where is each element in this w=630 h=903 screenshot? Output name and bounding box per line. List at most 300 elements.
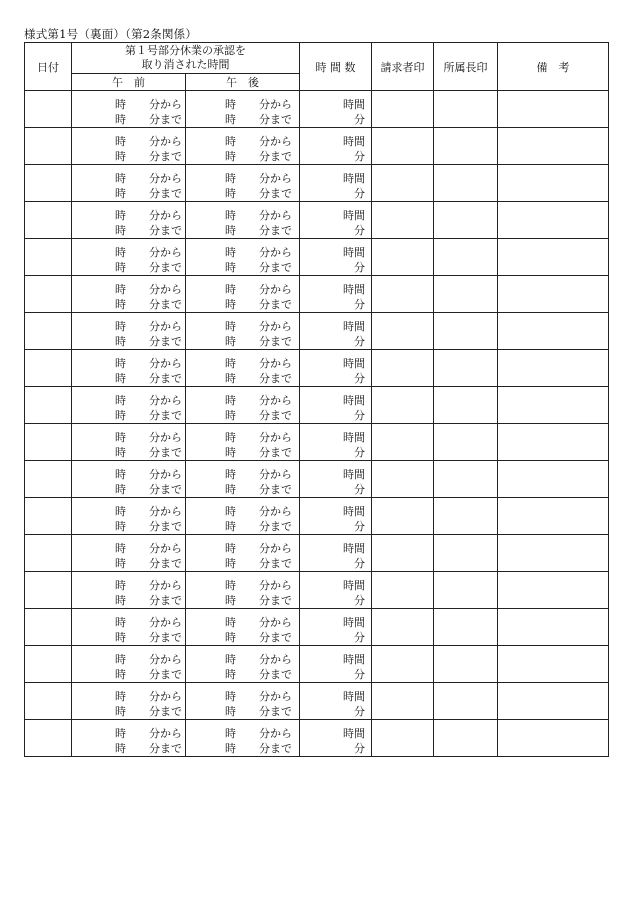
am-time-cell[interactable] [72, 128, 186, 165]
am-end-min-label: 分まで [149, 705, 182, 718]
remarks-cell[interactable] [498, 572, 609, 609]
pm-end-hour-label: 時 [225, 261, 236, 274]
minutes-unit-label: 分 [354, 594, 365, 607]
am-time-cell[interactable] [72, 91, 186, 128]
am-time-cell[interactable] [72, 535, 186, 572]
date-cell[interactable] [25, 276, 72, 313]
pm-time-cell[interactable] [186, 535, 300, 572]
form-row [25, 165, 609, 202]
pm-start-min-label: 分から [259, 394, 292, 407]
pm-start-hour-label: 時 [225, 394, 236, 407]
date-cell[interactable] [25, 609, 72, 646]
am-end-min-label: 分まで [149, 261, 182, 274]
am-time-cell[interactable] [72, 313, 186, 350]
form-row [25, 498, 609, 535]
hours-unit-label: 時間 [343, 653, 365, 666]
am-time-cell[interactable] [72, 498, 186, 535]
dept-head-seal-cell[interactable] [434, 683, 498, 720]
minutes-unit-label: 分 [354, 150, 365, 163]
pm-end-min-label: 分まで [259, 150, 292, 163]
pm-time-cell[interactable] [186, 128, 300, 165]
am-end-min-label: 分まで [149, 557, 182, 570]
pm-end-min-label: 分まで [259, 483, 292, 496]
am-start-hour-label: 時 [115, 172, 126, 185]
pm-end-hour-label: 時 [225, 298, 236, 311]
am-start-min-label: 分から [149, 690, 182, 703]
hours-unit-label: 時間 [343, 431, 365, 444]
am-end-min-label: 分まで [149, 113, 182, 126]
am-start-hour-label: 時 [115, 357, 126, 370]
am-time-cell[interactable] [72, 572, 186, 609]
form-row [25, 683, 609, 720]
remarks-cell[interactable] [498, 202, 609, 239]
am-time-cell[interactable] [72, 461, 186, 498]
requester-seal-cell[interactable] [372, 498, 434, 535]
am-end-hour-label: 時 [115, 409, 126, 422]
requester-seal-cell[interactable] [372, 128, 434, 165]
am-end-hour-label: 時 [115, 372, 126, 385]
requester-seal-cell[interactable] [372, 572, 434, 609]
hours-unit-label: 時間 [343, 320, 365, 333]
pm-end-min-label: 分まで [259, 520, 292, 533]
minutes-unit-label: 分 [354, 298, 365, 311]
am-time-cell[interactable] [72, 609, 186, 646]
am-end-hour-label: 時 [115, 187, 126, 200]
date-cell[interactable] [25, 91, 72, 128]
minutes-unit-label: 分 [354, 335, 365, 348]
am-start-hour-label: 時 [115, 690, 126, 703]
am-end-min-label: 分まで [149, 150, 182, 163]
pm-start-min-label: 分から [259, 542, 292, 555]
am-start-hour-label: 時 [115, 246, 126, 259]
am-end-min-label: 分まで [149, 298, 182, 311]
requester-seal-cell[interactable] [372, 720, 434, 757]
pm-start-hour-label: 時 [225, 135, 236, 148]
requester-seal-cell[interactable] [372, 91, 434, 128]
am-end-min-label: 分まで [149, 742, 182, 755]
am-time-cell[interactable] [72, 202, 186, 239]
date-header: 日付 [25, 43, 72, 91]
pm-time-cell[interactable] [186, 683, 300, 720]
hours-cell[interactable] [300, 128, 372, 165]
date-cell[interactable] [25, 683, 72, 720]
am-end-min-label: 分まで [149, 594, 182, 607]
pm-start-hour-label: 時 [225, 98, 236, 111]
remarks-cell[interactable] [498, 128, 609, 165]
remarks-cell[interactable] [498, 646, 609, 683]
am-end-hour-label: 時 [115, 631, 126, 644]
form-row [25, 202, 609, 239]
remarks-cell[interactable] [498, 720, 609, 757]
pm-time-cell[interactable] [186, 202, 300, 239]
pm-start-hour-label: 時 [225, 653, 236, 666]
pm-start-hour-label: 時 [225, 209, 236, 222]
hours-cell[interactable] [300, 646, 372, 683]
pm-time-cell[interactable] [186, 313, 300, 350]
am-start-hour-label: 時 [115, 431, 126, 444]
dept-head-seal-cell[interactable] [434, 350, 498, 387]
pm-end-hour-label: 時 [225, 742, 236, 755]
form-row [25, 91, 609, 128]
requester-seal-cell[interactable] [372, 535, 434, 572]
pm-end-min-label: 分まで [259, 335, 292, 348]
pm-time-cell[interactable] [186, 609, 300, 646]
pm-time-cell[interactable] [186, 165, 300, 202]
hours-unit-label: 時間 [343, 172, 365, 185]
dept-head-seal-cell[interactable] [434, 535, 498, 572]
hours-cell[interactable] [300, 498, 372, 535]
minutes-unit-label: 分 [354, 446, 365, 459]
am-time-cell[interactable] [72, 276, 186, 313]
pm-end-min-label: 分まで [259, 372, 292, 385]
am-end-hour-label: 時 [115, 446, 126, 459]
hours-unit-label: 時間 [343, 579, 365, 592]
hours-unit-label: 時間 [343, 394, 365, 407]
remarks-cell[interactable] [498, 350, 609, 387]
pm-start-min-label: 分から [259, 690, 292, 703]
am-start-min-label: 分から [149, 394, 182, 407]
date-cell[interactable] [25, 387, 72, 424]
minutes-unit-label: 分 [354, 113, 365, 126]
am-time-cell[interactable] [72, 683, 186, 720]
dept-head-seal-cell[interactable] [434, 128, 498, 165]
pm-end-hour-label: 時 [225, 187, 236, 200]
pm-header: 午 後 [186, 74, 300, 91]
am-end-hour-label: 時 [115, 520, 126, 533]
pm-start-min-label: 分から [259, 135, 292, 148]
remarks-cell[interactable] [498, 239, 609, 276]
am-start-hour-label: 時 [115, 616, 126, 629]
approval-title-line1: 第１号部分休業の承認を [125, 44, 246, 57]
form-row [25, 387, 609, 424]
pm-end-min-label: 分まで [259, 113, 292, 126]
pm-end-min-label: 分まで [259, 409, 292, 422]
am-end-hour-label: 時 [115, 742, 126, 755]
pm-start-hour-label: 時 [225, 505, 236, 518]
pm-end-hour-label: 時 [225, 668, 236, 681]
pm-end-hour-label: 時 [225, 446, 236, 459]
pm-time-cell[interactable] [186, 276, 300, 313]
am-end-min-label: 分まで [149, 668, 182, 681]
remarks-cell[interactable] [498, 683, 609, 720]
pm-end-min-label: 分まで [259, 557, 292, 570]
am-time-cell[interactable] [72, 646, 186, 683]
hours-unit-label: 時間 [343, 468, 365, 481]
dept-head-seal-cell[interactable] [434, 276, 498, 313]
minutes-unit-label: 分 [354, 261, 365, 274]
pm-start-min-label: 分から [259, 505, 292, 518]
am-start-min-label: 分から [149, 283, 182, 296]
hours-unit-label: 時間 [343, 98, 365, 111]
pm-end-hour-label: 時 [225, 224, 236, 237]
pm-end-min-label: 分まで [259, 187, 292, 200]
pm-start-hour-label: 時 [225, 283, 236, 296]
pm-time-cell[interactable] [186, 387, 300, 424]
date-cell[interactable] [25, 350, 72, 387]
requester-seal-cell[interactable] [372, 165, 434, 202]
date-cell[interactable] [25, 461, 72, 498]
hours-cell[interactable] [300, 683, 372, 720]
pm-end-hour-label: 時 [225, 705, 236, 718]
am-end-hour-label: 時 [115, 594, 126, 607]
am-start-hour-label: 時 [115, 283, 126, 296]
pm-start-min-label: 分から [259, 172, 292, 185]
minutes-unit-label: 分 [354, 668, 365, 681]
date-cell[interactable] [25, 165, 72, 202]
remarks-cell[interactable] [498, 609, 609, 646]
pm-start-hour-label: 時 [225, 246, 236, 259]
pm-end-hour-label: 時 [225, 631, 236, 644]
am-start-hour-label: 時 [115, 98, 126, 111]
hours-cell[interactable] [300, 572, 372, 609]
requester-seal-cell[interactable] [372, 461, 434, 498]
am-start-min-label: 分から [149, 616, 182, 629]
date-cell[interactable] [25, 239, 72, 276]
am-start-hour-label: 時 [115, 579, 126, 592]
form-rows [25, 91, 609, 757]
minutes-unit-label: 分 [354, 520, 365, 533]
dept-head-seal-cell[interactable] [434, 202, 498, 239]
date-cell[interactable] [25, 646, 72, 683]
hours-unit-label: 時間 [343, 505, 365, 518]
requester-seal-cell[interactable] [372, 313, 434, 350]
requester-seal-cell[interactable] [372, 424, 434, 461]
am-start-min-label: 分から [149, 727, 182, 740]
pm-end-min-label: 分まで [259, 298, 292, 311]
am-end-hour-label: 時 [115, 705, 126, 718]
form-row [25, 128, 609, 165]
pm-end-hour-label: 時 [225, 150, 236, 163]
hours-cell[interactable] [300, 461, 372, 498]
date-cell[interactable] [25, 128, 72, 165]
pm-start-hour-label: 時 [225, 542, 236, 555]
pm-time-cell[interactable] [186, 350, 300, 387]
hours-cell[interactable] [300, 165, 372, 202]
remarks-cell[interactable] [498, 424, 609, 461]
hours-cell[interactable] [300, 535, 372, 572]
date-cell[interactable] [25, 572, 72, 609]
hours-cell[interactable] [300, 424, 372, 461]
am-end-hour-label: 時 [115, 335, 126, 348]
hours-cell[interactable] [300, 202, 372, 239]
am-time-cell[interactable] [72, 424, 186, 461]
pm-end-hour-label: 時 [225, 113, 236, 126]
minutes-unit-label: 分 [354, 409, 365, 422]
minutes-unit-label: 分 [354, 224, 365, 237]
am-time-cell[interactable] [72, 720, 186, 757]
approval-title-line2: 取り消された時間 [141, 58, 230, 71]
pm-start-hour-label: 時 [225, 690, 236, 703]
dept-head-seal-cell[interactable] [434, 424, 498, 461]
requester-seal-cell[interactable] [372, 276, 434, 313]
minutes-unit-label: 分 [354, 372, 365, 385]
pm-end-min-label: 分まで [259, 261, 292, 274]
am-start-hour-label: 時 [115, 394, 126, 407]
hours-cell[interactable] [300, 720, 372, 757]
pm-start-hour-label: 時 [225, 320, 236, 333]
form-row [25, 572, 609, 609]
remarks-cell[interactable] [498, 387, 609, 424]
remarks-cell[interactable] [498, 498, 609, 535]
am-start-min-label: 分から [149, 98, 182, 111]
approval-cancel-header [72, 43, 300, 74]
pm-start-min-label: 分から [259, 209, 292, 222]
hours-cell[interactable] [300, 91, 372, 128]
pm-time-cell[interactable] [186, 646, 300, 683]
am-start-hour-label: 時 [115, 727, 126, 740]
pm-end-min-label: 分まで [259, 224, 292, 237]
pm-time-cell[interactable] [186, 424, 300, 461]
minutes-unit-label: 分 [354, 631, 365, 644]
pm-end-hour-label: 時 [225, 409, 236, 422]
pm-start-min-label: 分から [259, 727, 292, 740]
form-row [25, 313, 609, 350]
date-cell[interactable] [25, 535, 72, 572]
am-start-hour-label: 時 [115, 135, 126, 148]
remarks-cell[interactable] [498, 91, 609, 128]
pm-end-hour-label: 時 [225, 372, 236, 385]
dept-head-seal-cell[interactable] [434, 313, 498, 350]
pm-start-min-label: 分から [259, 320, 292, 333]
am-end-hour-label: 時 [115, 150, 126, 163]
form-row [25, 239, 609, 276]
date-cell[interactable] [25, 720, 72, 757]
am-start-min-label: 分から [149, 653, 182, 666]
dept-head-seal-cell[interactable] [434, 609, 498, 646]
am-start-hour-label: 時 [115, 505, 126, 518]
am-end-min-label: 分まで [149, 483, 182, 496]
dept-head-seal-cell[interactable] [434, 387, 498, 424]
am-end-hour-label: 時 [115, 224, 126, 237]
hours-cell[interactable] [300, 239, 372, 276]
pm-time-cell[interactable] [186, 720, 300, 757]
hours-unit-label: 時間 [343, 209, 365, 222]
remarks-header: 備 考 [498, 43, 609, 91]
dept-head-seal-cell[interactable] [434, 498, 498, 535]
requester-seal-cell[interactable] [372, 387, 434, 424]
pm-end-min-label: 分まで [259, 631, 292, 644]
pm-end-hour-label: 時 [225, 557, 236, 570]
hours-cell[interactable] [300, 350, 372, 387]
dept-head-seal-cell[interactable] [434, 91, 498, 128]
am-start-min-label: 分から [149, 468, 182, 481]
dept-head-seal-cell[interactable] [434, 572, 498, 609]
am-start-min-label: 分から [149, 246, 182, 259]
am-end-hour-label: 時 [115, 261, 126, 274]
hours-cell[interactable] [300, 313, 372, 350]
pm-start-min-label: 分から [259, 616, 292, 629]
dept-head-seal-cell[interactable] [434, 461, 498, 498]
am-end-min-label: 分まで [149, 520, 182, 533]
remarks-cell[interactable] [498, 276, 609, 313]
date-cell[interactable] [25, 313, 72, 350]
am-end-hour-label: 時 [115, 298, 126, 311]
am-start-hour-label: 時 [115, 542, 126, 555]
requester-seal-cell[interactable] [372, 646, 434, 683]
hours-header: 時 間 数 [300, 43, 372, 91]
date-cell[interactable] [25, 202, 72, 239]
hours-unit-label: 時間 [343, 357, 365, 370]
pm-start-min-label: 分から [259, 246, 292, 259]
am-time-cell[interactable] [72, 387, 186, 424]
pm-time-cell[interactable] [186, 498, 300, 535]
form-row [25, 350, 609, 387]
am-time-cell[interactable] [72, 239, 186, 276]
hours-unit-label: 時間 [343, 616, 365, 629]
am-start-min-label: 分から [149, 320, 182, 333]
pm-time-cell[interactable] [186, 461, 300, 498]
am-end-min-label: 分まで [149, 446, 182, 459]
remarks-cell[interactable] [498, 165, 609, 202]
hours-cell[interactable] [300, 609, 372, 646]
pm-end-hour-label: 時 [225, 483, 236, 496]
am-end-hour-label: 時 [115, 483, 126, 496]
dept-head-seal-cell[interactable] [434, 165, 498, 202]
dept-head-seal-cell[interactable] [434, 239, 498, 276]
minutes-unit-label: 分 [354, 187, 365, 200]
hours-unit-label: 時間 [343, 542, 365, 555]
hours-cell[interactable] [300, 276, 372, 313]
dept-head-seal-cell[interactable] [434, 720, 498, 757]
date-cell[interactable] [25, 424, 72, 461]
requester-seal-header: 請求者印 [372, 43, 434, 91]
requester-seal-cell[interactable] [372, 350, 434, 387]
hours-cell[interactable] [300, 387, 372, 424]
remarks-cell[interactable] [498, 535, 609, 572]
am-start-hour-label: 時 [115, 209, 126, 222]
am-time-cell[interactable] [72, 350, 186, 387]
remarks-cell[interactable] [498, 461, 609, 498]
am-time-cell[interactable] [72, 165, 186, 202]
form-row [25, 424, 609, 461]
pm-start-hour-label: 時 [225, 172, 236, 185]
requester-seal-cell[interactable] [372, 239, 434, 276]
am-end-hour-label: 時 [115, 113, 126, 126]
dept-head-seal-header: 所属長印 [434, 43, 498, 91]
am-start-min-label: 分から [149, 542, 182, 555]
hours-unit-label: 時間 [343, 727, 365, 740]
pm-start-hour-label: 時 [225, 727, 236, 740]
pm-time-cell[interactable] [186, 572, 300, 609]
am-end-hour-label: 時 [115, 557, 126, 570]
minutes-unit-label: 分 [354, 483, 365, 496]
pm-time-cell[interactable] [186, 239, 300, 276]
hours-unit-label: 時間 [343, 246, 365, 259]
date-cell[interactable] [25, 498, 72, 535]
requester-seal-cell[interactable] [372, 202, 434, 239]
minutes-unit-label: 分 [354, 742, 365, 755]
pm-end-min-label: 分まで [259, 668, 292, 681]
remarks-cell[interactable] [498, 313, 609, 350]
requester-seal-cell[interactable] [372, 683, 434, 720]
form-row [25, 609, 609, 646]
am-start-min-label: 分から [149, 579, 182, 592]
requester-seal-cell[interactable] [372, 609, 434, 646]
pm-time-cell[interactable] [186, 91, 300, 128]
form-row [25, 276, 609, 313]
pm-end-min-label: 分まで [259, 705, 292, 718]
am-header: 午 前 [72, 74, 186, 91]
hours-unit-label: 時間 [343, 690, 365, 703]
pm-start-min-label: 分から [259, 468, 292, 481]
dept-head-seal-cell[interactable] [434, 646, 498, 683]
am-start-hour-label: 時 [115, 320, 126, 333]
approval-cancellation-table [24, 42, 609, 757]
pm-end-min-label: 分まで [259, 446, 292, 459]
am-start-min-label: 分から [149, 135, 182, 148]
am-end-min-label: 分まで [149, 631, 182, 644]
pm-start-min-label: 分から [259, 431, 292, 444]
